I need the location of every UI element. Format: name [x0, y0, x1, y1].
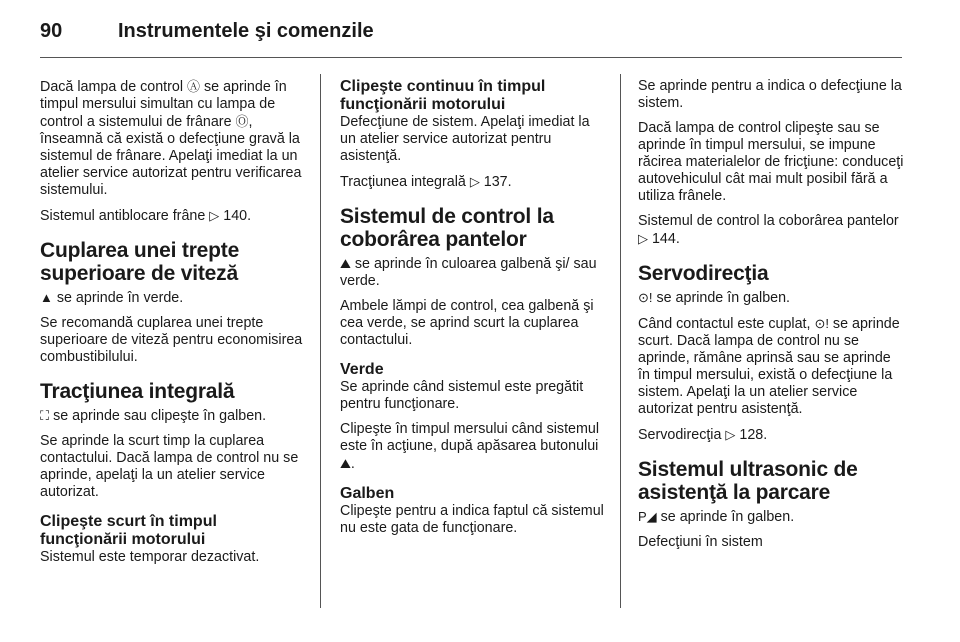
paragraph: ⛶ se aprinde sau clipeşte în galben.: [40, 408, 267, 424]
paragraph: Defecţiuni în sistem: [638, 534, 763, 550]
paragraph: Tracţiunea integrală ▷ 137.: [340, 174, 512, 190]
hill-descent-icon: ⛰: [340, 456, 351, 471]
paragraph: Defecţiune de sistem. Apelaţi imediat la un atelier service autorizat pentru asistenţă.: [340, 114, 590, 164]
column-divider-1: [320, 74, 321, 608]
gear-shift-up-icon: ▲: [40, 290, 53, 305]
paragraph: Se aprinde la scurt timp la cuplarea contactului. Dacă lampa de control nu se aprinde, apelaţi la un atelier service autorizat.: [40, 433, 299, 500]
page-header: [40, 20, 374, 46]
column-divider-2: [620, 74, 621, 608]
column-1: [40, 78, 308, 574]
page-number: 90: [40, 20, 63, 42]
paragraph: Clipeşte în timpul mersului când sistemul este în acţiune, după apăsarea butonului ⛰.: [340, 421, 600, 472]
awd-icon: ⛶: [40, 408, 50, 423]
section-heading: Sistemul de control la coborârea pantelor: [340, 205, 554, 251]
arrow-icon: ▷: [725, 427, 736, 442]
paragraph: ⊙! se aprinde în galben.: [638, 290, 791, 306]
subsection-heading: Verde: [340, 361, 384, 378]
hill-descent-icon: ⛰: [340, 256, 351, 271]
chapter-title: Instrumentele şi comenzile: [118, 20, 374, 42]
arrow-icon: ▷: [209, 208, 220, 223]
paragraph: ▲ se aprinde în verde.: [40, 290, 184, 306]
paragraph: Servodirecţia ▷ 128.: [638, 427, 768, 443]
paragraph: Dacă lampa de control Ⓐ se aprinde în timpul mersului simultan cu lampa de control a sistemului de frânare Ⓞ, înseamnă că există o defecţiune gravă la sistemul de frânare. Apelaţi imediat la un atelier service autorizat pentru verificarea sistemului.: [40, 79, 302, 198]
abs-warning-icon: Ⓐ: [187, 79, 201, 94]
arrow-icon: ▷: [469, 174, 480, 189]
paragraph: Clipeşte pentru a indica faptul că sistemul nu este gata de funcţionare.: [340, 503, 604, 536]
paragraph: Când contactul este cuplat, ⊙! se aprinde scurt. Dacă lampa de control nu se aprinde, rămâne aprinsă sau se aprinde în timpul mersului, există o defecţiune la sistem. Apelaţi la un atelier service autorizat pentru asistenţă.: [638, 316, 900, 417]
paragraph: P◢ se aprinde în galben.: [638, 509, 795, 525]
paragraph: ⛰ se aprinde în culoarea galbenă şi/ sau verde.: [340, 256, 597, 289]
section-heading: Servodirecţia: [638, 262, 769, 285]
section-heading: Cuplarea unei trepte superioare de viteză: [40, 239, 240, 285]
arrow-icon: ▷: [638, 231, 648, 246]
section-heading: Tracţiunea integrală: [40, 380, 235, 403]
power-steering-icon: ⊙!: [638, 290, 653, 305]
paragraph: Sistemul de control la coborârea pantelor ▷ 144.: [638, 213, 899, 247]
paragraph: Sistemul este temporar dezactivat.: [40, 549, 260, 565]
header-rule: [40, 57, 902, 58]
paragraph: Sistemul antiblocare frâne ▷ 140.: [40, 208, 252, 224]
power-steering-icon: ⊙!: [814, 316, 829, 331]
subsection-heading: Clipeşte continuu în timpul funcţionării motorului: [340, 78, 546, 113]
parking-assist-icon: P◢: [638, 509, 657, 524]
column-3: [638, 78, 906, 559]
subsection-heading: Galben: [340, 485, 395, 502]
column-2: [340, 78, 605, 545]
paragraph: Se aprinde când sistemul este pregătit pentru funcţionare.: [340, 379, 584, 412]
subsection-heading: Clipeşte scurt în timpul funcţionării motorului: [40, 513, 217, 548]
paragraph: Dacă lampa de control clipeşte sau se aprinde în timpul mersului, se impune răcirea materialelor de fricţiune: conduceţi autovehiculul cât mai mult posibil fără a utiliza frânele.: [638, 120, 904, 204]
paragraph: Se aprinde pentru a indica o defecţiune la sistem.: [638, 78, 902, 111]
section-heading: Sistemul ultrasonic de asistenţă la parcare: [638, 458, 858, 504]
brake-warning-icon: Ⓞ: [235, 114, 249, 129]
paragraph: Se recomandă cuplarea unei trepte superioare de viteză pentru economisirea combustibilului.: [40, 315, 303, 365]
paragraph: Ambele lămpi de control, cea galbenă şi cea verde, se aprind scurt la cuplarea contactului.: [340, 298, 594, 348]
